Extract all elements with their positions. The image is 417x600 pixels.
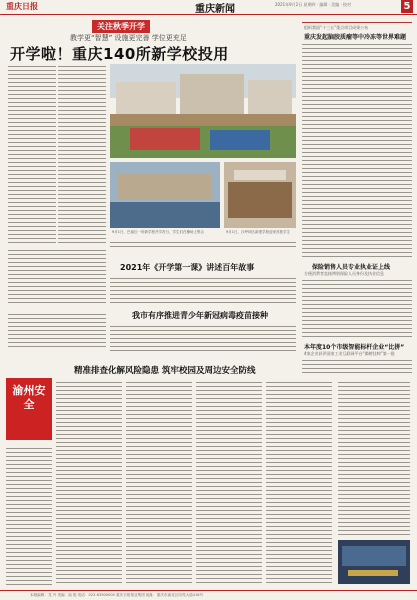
- photo-caption-right: 9月1日，沙坪坝区新建学校迎来首批学生: [226, 230, 290, 234]
- page-footer: 本版编辑：龙 丹 美编：曲 艳 电话：023-63900000 重庆日报报业集团 地址：重庆市渝北区同茂大道416号: [0, 590, 417, 600]
- left-col-lower: [8, 248, 106, 306]
- school-campus-photo: [110, 64, 296, 158]
- lead-photo: [110, 64, 296, 158]
- sidebar3-headline: 本年度10个市级智能标杆企业“比拼”: [304, 344, 405, 351]
- issue-meta: 2021年9月2日 星期四 · 编辑 · 美编 · 校对: [275, 2, 351, 7]
- right-col-bottom: [338, 380, 410, 536]
- lead-body-col-1: [8, 64, 56, 244]
- story4-body-a: [56, 380, 122, 585]
- story4-badge: [6, 378, 52, 440]
- story3-headline: 我市有序推进青少年新冠病毒疫苗接种: [132, 311, 268, 320]
- story2-body: [110, 276, 296, 306]
- classroom-photo-right: [224, 162, 296, 228]
- newspaper-logo: 重庆日报: [6, 1, 38, 11]
- story4-body-b: [126, 380, 192, 585]
- sidebar3-sub: 4家企业获评国家工业互联网平台“揭榜挂帅”第一批: [304, 351, 395, 356]
- lead-headline: 开学啦！重庆140所新学校投用: [10, 45, 229, 63]
- story2-headline: 2021年《开学第一课》讲述百年故事: [120, 263, 255, 272]
- bottom-right-photo: [338, 540, 410, 584]
- lead-deck: 教学更“智慧” 设施更完善 学位更充足: [70, 34, 187, 42]
- story3-body: [110, 324, 296, 354]
- sidebar1-body: [302, 42, 412, 260]
- lead-kicker: 关注秋季开学: [92, 20, 150, 33]
- sidebar1-kicker: 组织我国“十三五”重点项目成果公布: [304, 25, 369, 30]
- story4-body-c: [196, 380, 262, 585]
- section-title: 重庆新闻: [195, 4, 235, 15]
- masthead: [0, 0, 417, 15]
- sidebar2-body: [302, 278, 412, 340]
- left-col-bottom: [8, 312, 106, 348]
- page-number: 5: [401, 0, 413, 13]
- story4-badge-text: 渝州安全: [12, 384, 46, 411]
- story4-headline: 精准排查化解风险隐患 筑牢校园及周边安全防线: [74, 366, 256, 376]
- sidebar1-headline: 重庆发起脑胶质瘤等中冷冻等世界难题: [304, 34, 407, 41]
- photo-caption-left: 9月1日，巴南区一所新学校开学首日，学生们在操场上集合: [112, 230, 204, 234]
- lead-body-col-2: [58, 64, 106, 244]
- sidebar2-sub: 方便消费者直接辨别保险人员身份及执业信息: [304, 271, 384, 276]
- sidebar-top-rule: [302, 22, 412, 23]
- lead-body-col-3: [110, 240, 296, 250]
- story4-body-d: [266, 380, 332, 585]
- sidebar2-headline: 保险销售人员专业执业证上线: [312, 264, 391, 271]
- story4-body-e: [6, 446, 52, 585]
- sidebar3-body: [302, 358, 412, 374]
- classroom-photo-left: [110, 162, 220, 228]
